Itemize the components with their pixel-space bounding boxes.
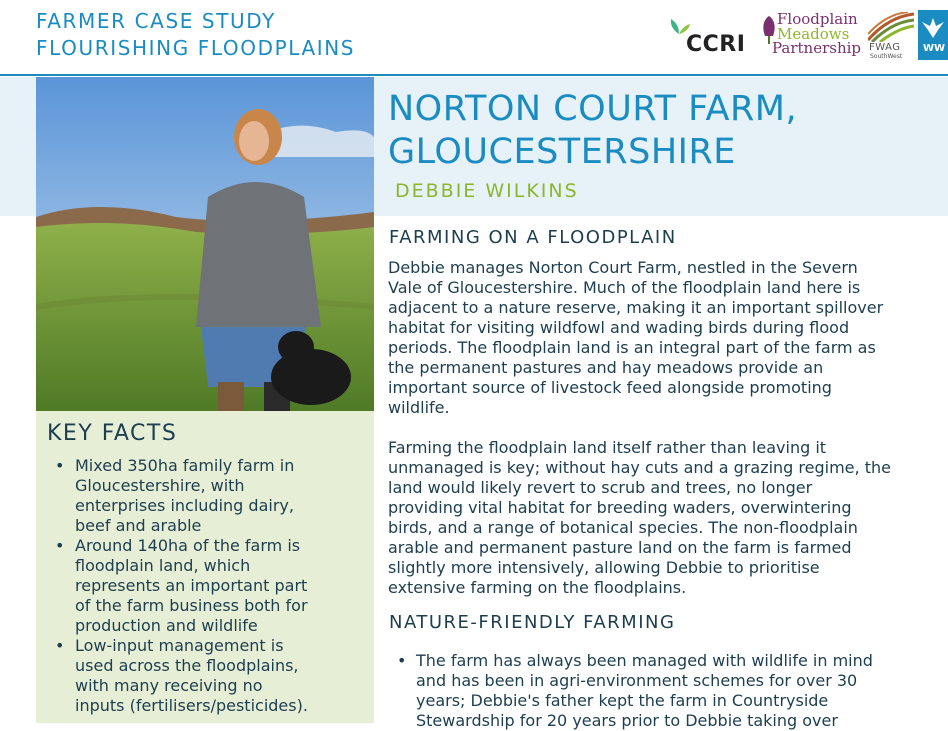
paragraph-line: adjacent to a nature reserve, making it an important spillover [388,298,884,317]
header-divider [0,74,948,76]
header-line-2: FLOURISHING FLOODPLAINS [36,36,356,60]
key-fact-line: • Around 140ha of the farm is [75,536,301,555]
paragraph-line: Vale of Gloucestershire. Much of the floodplain land here is [388,278,861,297]
farming-floodplain-heading: FARMING ON A FLOODPLAIN [389,227,677,248]
key-facts-heading: KEY FACTS [47,421,178,446]
key-fact-item [46,456,371,536]
list-line: and has been in agri-environment schemes for over 30 [416,671,858,690]
paragraph-line: the permanent pastures and hay meadows provide an [388,358,824,377]
wwt-bird-icon [918,12,948,42]
fmp-word-1: Floodplain [777,10,858,28]
paragraph-line: important source of livestock feed alongside promoting [388,378,832,397]
paragraph-line: arable and permanent pasture land on the farm is farmed [388,538,852,557]
paragraph-line: slightly more intensively, allowing Debbie to prioritise [388,558,820,577]
key-fact-line: represents an important part [75,576,308,595]
fwag-subtext: SouthWest [870,53,903,60]
wwt-logo [918,10,948,60]
key-fact-line: • Mixed 350ha family farm in [75,456,295,475]
fmp-word-3: Partnership [772,39,862,57]
key-fact-line: production and wildlife [75,616,258,635]
farm-title [388,88,797,174]
paragraph-line: periods. The floodplain land is an integral part of the farm as [388,338,876,357]
paragraph-line: Farming the floodplain land itself rather than leaving it [388,438,827,457]
key-fact-line: used across the floodplains, [75,656,299,675]
farm-title-line-2: GLOUCESTERSHIRE [388,132,736,172]
key-fact-line: with many receiving no [75,676,263,695]
paragraph-line: providing vital habitat for breeding waders, overwintering [388,498,852,517]
farmer-name: DEBBIE WILKINS [395,180,579,202]
farmer-with-dog-photo-icon [36,77,374,411]
ccri-logo-text: CCRI [686,32,746,57]
paragraph-line: habitat for visiting wildfowl and wading birds during flood [388,318,850,337]
case-study-header [36,8,355,62]
paragraph-line: wildlife. [388,398,450,417]
ccri-logo [666,16,750,58]
wwt-text: WW [923,43,946,54]
key-fact-line: • Low-input management is [75,636,284,655]
key-fact-line: inputs (fertilisers/pesticides). [75,696,308,715]
key-fact-item [46,636,371,716]
key-fact-line: enterprises including dairy, [75,496,294,515]
list-line: Stewardship for 20 years prior to Debbie taking over [416,711,838,730]
paragraph-line: land would likely revert to scrub and trees, no longer [388,478,813,497]
key-fact-item [46,536,371,636]
fmp-word-2: Meadows [777,25,850,43]
key-fact-line: floodplain land, which [75,556,251,575]
farm-title-line-1: NORTON COURT FARM, [388,89,798,129]
paragraph-line: Debbie manages Norton Court Farm, nestled in the Severn [388,258,858,277]
floodplain-meadows-partnership-logo [760,10,868,62]
farming-paragraph-2 [388,438,948,598]
fwag-southwest-logo [868,12,914,62]
key-fact-line: beef and arable [75,516,202,535]
fwag-text: FWAG [869,42,901,53]
farming-paragraph-1 [388,258,948,418]
fwag-fields-icon [868,12,914,42]
paragraph-line: unmanaged is key; without hay cuts and a grazing regime, the [388,458,891,477]
nature-friendly-list [388,651,873,731]
nature-friendly-heading: NATURE-FRIENDLY FARMING [389,612,676,633]
key-facts-list [46,456,371,716]
paragraph-line: birds, and a range of botanical species. The non-floodplain [388,518,858,537]
nature-friendly-item [388,651,873,731]
paragraph-line: extensive farming on the floodplains. [388,578,687,597]
key-fact-line: Gloucestershire, with [75,476,245,495]
key-facts-panel [36,411,374,723]
list-line: years; Debbie's father kept the farm in Countryside [416,691,829,710]
list-line: • The farm has always been managed with wildlife in mind [416,651,873,670]
key-fact-line: of the farm business both for [75,596,308,615]
header-line-1: FARMER CASE STUDY [36,9,277,33]
farmer-photo [36,77,374,411]
